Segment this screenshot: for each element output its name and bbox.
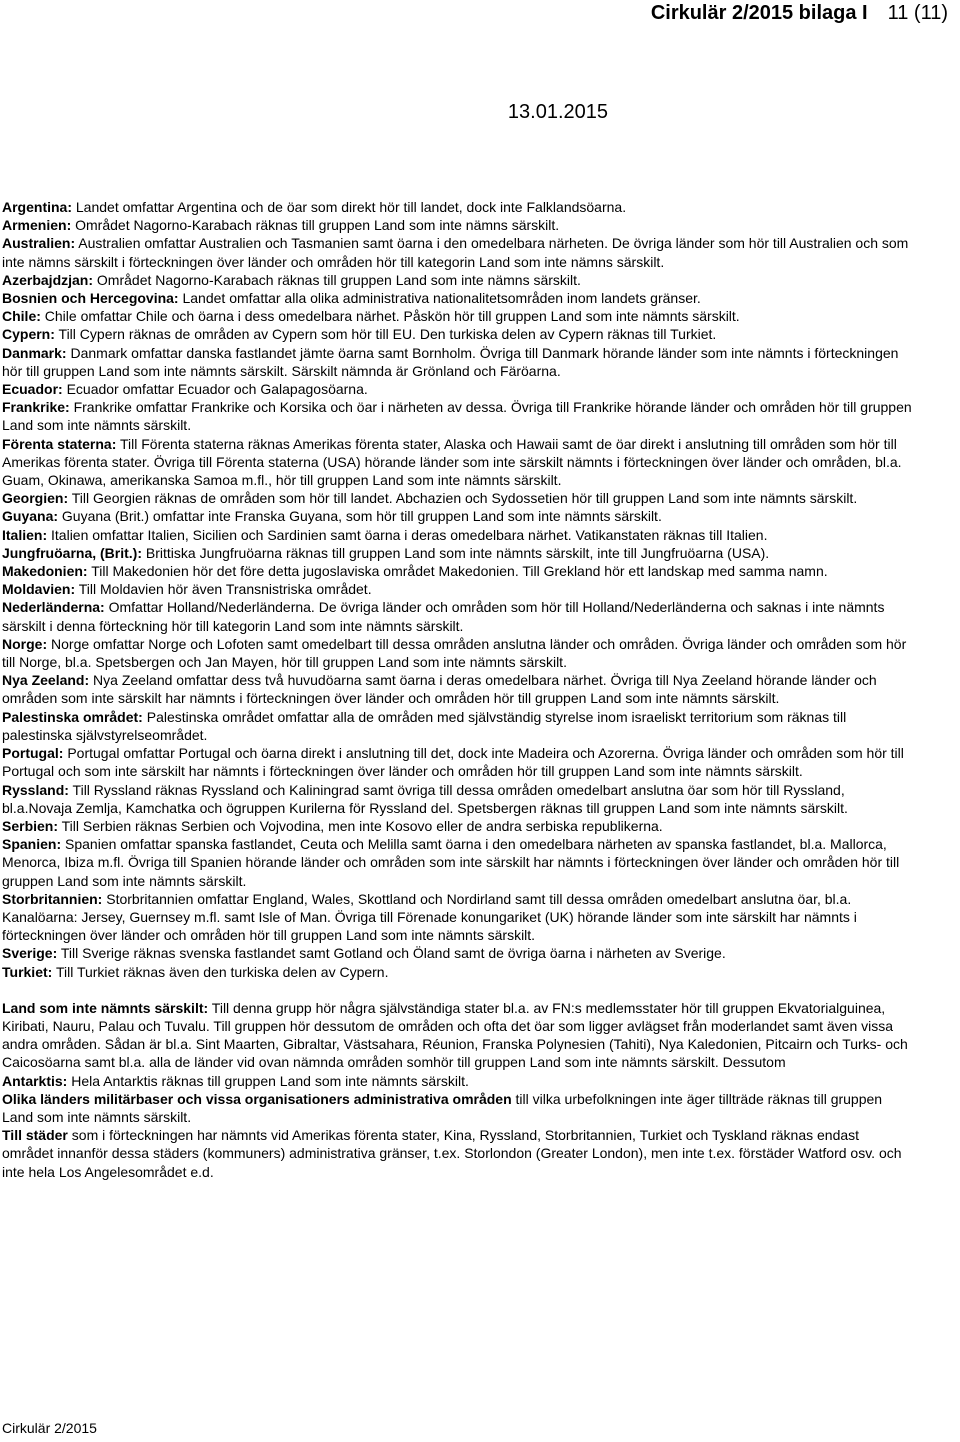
entry-term: Nya Zeeland: (2, 672, 90, 689)
entry-term: Antarktis: (2, 1072, 68, 1089)
entry-text: Frankrike omfattar Frankrike och Korsika och öar i närheten av dessa. Övriga till Frankrike hörande länder och områden hör till gruppen Land som inte nämnts särskilt. (2, 399, 912, 434)
entry-term: Förenta staterna: (2, 435, 117, 452)
entry-text: Spanien omfattar spanska fastlandet, Ceuta och Melilla samt öarna i den omedelbara närheten av spanska fastlandet, bl.a. Mallorca, Menorca, Ibiza m.fl. Övriga till Spanien hörande länder och områden som inte särskilt har nämnts i förteckningen över länder och områden hör till gruppen Land som inte nämnts särskilt. (2, 836, 900, 889)
entry-text: Australien omfattar Australien och Tasmanien samt öarna i den omedelbara närheten. De övriga länder som hör till Australien och som inte nämns särskilt i förteckningen över länder och områden hör till kategorin Land som inte nämns särskilt. (2, 235, 909, 270)
entry-text: som i förteckningen har nämnts vid Amerikas förenta stater, Kina, Ryssland, Storbritannien, Turkiet och Tyskland räknas endast området innanför dessa städers (kommuners) administrativa gränser, t.ex. Storlondon (Greater London), men inte t.ex. förstäder Watford osv. och inte hela Los Angelesområdet e.d. (2, 1127, 902, 1180)
entry-term: Makedonien: (2, 563, 88, 580)
entry-term: Olika länders militärbaser och vissa organisationers administrativa områden (2, 1090, 512, 1107)
entry-term: Guyana: (2, 508, 59, 525)
page-number: 11 (11) (887, 2, 948, 24)
entry-text: Landet omfattar Argentina och de öar som direkt hör till landet, dock inte Falklandsöarna. (72, 199, 627, 215)
entry-text: Till Cypern räknas de områden av Cypern som hör till EU. Den turkiska delen av Cypern räknas till Turkiet. (54, 326, 717, 343)
entry-paragraph (2, 999, 914, 1072)
entry-text: Storbritannien omfattar England, Wales, Skottland och Nordirland samt till dessa områden omedelbart anslutna öar, bl.a. Kanalöarna: Jersey, Guernsey m.fl. samt Isle of Man. Övriga till Förenade konungariket (UK) hörande länder som inte särskilt har nämnts i förteckningen över länder och områden hör till gruppen Land som inte nämnts särskilt. (2, 890, 857, 944)
entry-paragraph (2, 398, 914, 434)
entry-text: Området Nagorno-Karabach räknas till gruppen Land som inte nämns särskilt. (93, 271, 581, 288)
entry-text: Hela Antarktis räknas till gruppen Land som inte nämnts särskilt. (67, 1072, 469, 1089)
entry-paragraph (2, 580, 914, 598)
entry-text: Till Turkiet räknas även den turkiska delen av Cypern. (52, 963, 389, 980)
entry-text: Portugal omfattar Portugal och öarna direkt i anslutning till det, dock inte Madeira och Azorerna. Övriga länder och områden som hör till Portugal och som inte särskilt har nämnts i förteckningen över länder och områden hör till gruppen Land som inte nämnts särskilt. (2, 745, 904, 780)
entry-text: Till Georgien räknas de områden som hör till landet. Abchazien och Sydossetien hör till gruppen Land som inte nämnts särskilt. (68, 490, 858, 507)
entry-term: Ryssland: (2, 781, 69, 798)
entry-paragraph (2, 671, 914, 707)
entry-term: Land som inte nämnts särskilt: (2, 999, 209, 1016)
footer-text: Cirkulär 2/2015 (2, 1420, 97, 1436)
entry-text: Brittiska Jungfruöarna räknas till gruppen Land som inte nämnts särskilt, inte till Jungfruöarna (USA). (142, 544, 770, 561)
entry-term: Moldavien: (2, 581, 76, 598)
entry-text: till vilka urbefolkningen inte äger tillträde räknas till gruppen Land som inte nämnts särskilt. (2, 1090, 883, 1125)
entry-term: Bosnien och Hercegovina: (2, 290, 179, 307)
entry-term: Frankrike: (2, 399, 70, 416)
entry-paragraph (2, 380, 914, 398)
entry-text: Till Ryssland räknas Ryssland och Kaliningrad samt övriga till dessa områden omedelbart anslutna öar som hör till Ryssland, bl.a.Novaja Zemlja, Kamchatka och ögruppen Kurilerna för Ryssland del. Spetsbergen räknas till gruppen Land som inte nämnts särskilt. (2, 781, 848, 816)
entry-paragraph (2, 526, 914, 544)
entry-paragraph (2, 744, 914, 780)
entry-text: Till Serbien räknas Serbien och Vojvodina, men inte Kosovo eller de andra serbiska republikerna. (58, 817, 663, 834)
entry-term: Nederländerna: (2, 599, 105, 616)
entry-paragraph (2, 271, 914, 289)
entry-term: Chile: (2, 308, 41, 325)
entry-term: Storbritannien: (2, 890, 103, 907)
document-body (2, 198, 914, 1181)
entry-term: Armenien: (2, 217, 72, 234)
entry-text: Till Moldavien hör även Transnistriska området. (75, 581, 372, 598)
entry-text: Norge omfattar Norge och Lofoten samt omedelbart till dessa områden anslutna länder och områden. Övriga länder och områden som hör till Norge, bl.a. Spetsbergen och Jan Mayen, hör till gruppen Land som inte nämnts särskilt. (2, 635, 907, 671)
entry-term: Serbien: (2, 817, 59, 834)
entry-text: Till Förenta staterna räknas Amerikas förenta stater, Alaska och Hawaii samt de öar direkt i anslutning till områden som hör till Amerikas förenta stater. Övriga till Förenta staterna (USA) hörande länder som inte särskilt nämnts i förteckningen över länder och områden, bl.a. Guam, Okinawa, amerikanska Samoa m.fl., hör till gruppen Land som inte nämnts särskilt. (2, 435, 902, 489)
entry-term: Jungfruöarna, (Brit.): (2, 544, 142, 561)
entry-term: Norge: (2, 635, 48, 652)
entry-text: Palestinska området omfattar alla de områden med självständig styrelse inom israeliskt territorium som räknas till palestinska självstyrelseområdet. (2, 708, 847, 743)
entry-paragraph (2, 435, 914, 490)
entry-paragraph (2, 598, 914, 634)
entry-term: Argentina: (2, 199, 72, 215)
entry-paragraph (2, 198, 914, 216)
entry-paragraph (2, 234, 914, 270)
entry-text: Till Makedonien hör det före detta jugoslaviska området Makedonien. Till Grekland hör ett landskap med samma namn. (87, 563, 828, 580)
entry-paragraph (2, 708, 914, 744)
entry-term: Sverige: (2, 945, 58, 962)
entry-paragraph (2, 507, 914, 525)
entry-paragraph (2, 890, 914, 945)
entry-term: Italien: (2, 526, 48, 543)
entry-term: Danmark: (2, 344, 67, 361)
entry-paragraph (2, 216, 914, 234)
document-header (651, 2, 948, 25)
header-title: Cirkulär 2/2015 bilaga I (650, 2, 868, 24)
entry-paragraph (2, 835, 914, 890)
entry-text: Till Sverige räknas svenska fastlandet samt Gotland och Öland samt de övriga öarna i närheten av Sverige. (57, 945, 726, 962)
entry-paragraph (2, 544, 914, 562)
entry-term: Ecuador: (2, 381, 63, 398)
entry-term: Till städer (2, 1127, 68, 1144)
entry-paragraph (2, 562, 914, 580)
entry-paragraph (2, 635, 914, 671)
entry-text: Danmark omfattar danska fastlandet jämte öarna samt Bornholm. Övriga till Danmark hörande länder som inte nämnts i förteckningen hör till gruppen Land som inte nämnts särskilt. Särskilt nämnda är Grönland och Färöarna. (2, 344, 899, 379)
entry-term: Cypern: (2, 326, 55, 343)
entry-text: Ecuador omfattar Ecuador och Galapagosöarna. (62, 381, 368, 398)
entry-text: Till denna grupp hör några självständiga stater bl.a. av FN:s medlemsstater hör till gruppen Ekvatorialguinea, Kiribati, Nauru, Palau och Tuvalu. Till gruppen hör dessutom de områden och ofta det öar som ligger avlägset från moderlandet samt även vissa andra områden. Sådan är bl.a. Sint Maarten, Gibraltar, Västsahara, Réunion, Franska Polynesien (Tahiti), Nya Kaledonien, Pitcairn och Turks- och Caicosöarna samt bl.a. alla de länder vid ovan nämnda områden somhör till gruppen Land som inte nämnts särskilt. Dessutom (2, 999, 908, 1071)
entry-term: Palestinska området: (2, 708, 143, 725)
header-date: 13.01.2015 (507, 101, 608, 123)
entry-term: Portugal: (2, 745, 64, 762)
entry-paragraph (2, 781, 914, 817)
entry-paragraph (2, 963, 914, 981)
entry-term: Azerbajdzjan: (2, 271, 94, 288)
entry-paragraph (2, 1072, 914, 1090)
entry-text: Landet omfattar alla olika administrativa nationalitetsområden inom landets gränser. (178, 290, 701, 307)
entry-paragraph (2, 817, 914, 835)
entry-text: Chile omfattar Chile och öarna i dess omedelbara närhet. Påskön hör till gruppen Land som inte nämnts särskilt. (40, 308, 740, 325)
entry-paragraph (2, 944, 914, 962)
entry-text: Nya Zeeland omfattar dess två huvudöarna samt öarna i deras omedelbara närhet. Övriga till Nya Zeeland hörande länder och områden som inte särskilt har nämnts i förteckningen över länder och områden hör till gruppen Land som inte nämnts särskilt. (2, 672, 877, 707)
entry-paragraph (2, 1126, 914, 1181)
entry-paragraph (2, 344, 914, 380)
entry-term: Spanien: (2, 836, 62, 853)
country-entries (2, 198, 914, 981)
entry-term: Turkiet: (2, 963, 53, 980)
entry-text: Omfattar Holland/Nederländerna. De övriga länder och områden som hör till Holland/Nederländerna och saknas i inte nämnts särskilt i denna förteckning hör till kategorin Land som inte nämnts särskilt. (2, 599, 885, 634)
entry-text: Området Nagorno-Karabach räknas till gruppen Land som inte nämns särskilt. (71, 217, 560, 234)
entry-paragraph (2, 1090, 914, 1126)
entry-text: Italien omfattar Italien, Sicilien och Sardinien samt öarna i deras omedelbara närhet. Vatikanstaten räknas till Italien. (47, 526, 768, 543)
entry-term: Georgien: (2, 490, 69, 507)
entry-paragraph (2, 489, 914, 507)
entry-paragraph (2, 325, 914, 343)
entry-paragraph (2, 289, 914, 307)
closing-entries (2, 999, 914, 1181)
entry-paragraph (2, 307, 914, 325)
entry-text: Guyana (Brit.) omfattar inte Franska Guyana, som hör till gruppen Land som inte nämnts särskilt. (58, 508, 662, 525)
entry-term: Australien: (2, 235, 76, 252)
